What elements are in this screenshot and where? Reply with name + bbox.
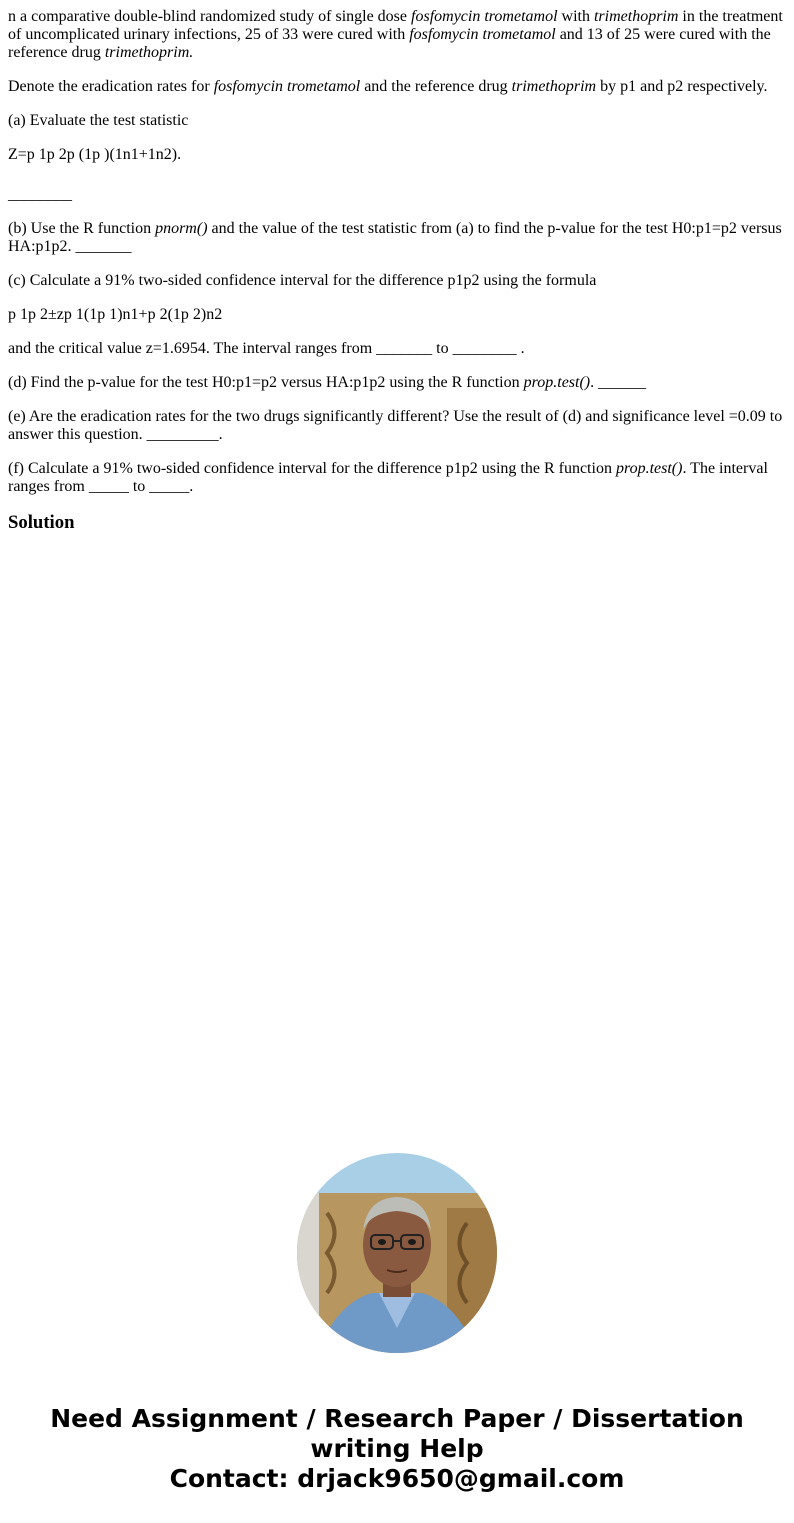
part-d-paragraph: (d) Find the p-value for the test H0:p1=p2 versus HA:p1p2 using the R function prop.test(). ______ [8,374,647,391]
part-e-paragraph: (e) Are the eradication rates for the two drugs significantly different? Use the result of (d) and significance level =0.09 to answer this question. _________. [8,408,783,443]
italic-term: trimethoprim [511,78,597,95]
formula-ci: p 1p 2±zp 1(1p 1)n1+p 2(1p 2)n2 [8,306,223,323]
italic-term: fosfomycin trometamol [213,78,361,95]
footer-line-2: writing Help [310,1434,484,1463]
formula-z: Z=p 1p 2p (1p )(1n1+1n2). [8,146,182,163]
footer-line-1: Need Assignment / Research Paper / Dissertation [50,1404,744,1433]
denote-paragraph: Denote the eradication rates for fosfomycin trometamol and the reference drug trimethoprim by p1 and p2 respectively. [8,78,768,95]
italic-term: trimethoprim. [104,44,194,61]
author-avatar [297,1153,497,1353]
critical-value-paragraph: and the critical value z=1.6954. The interval ranges from _______ to ________ . [8,340,525,357]
part-c-paragraph: (c) Calculate a 91% two-sided confidence interval for the difference p1p2 using the formula [8,272,597,289]
italic-term: prop.test() [615,460,683,477]
author-portrait-image [297,1153,497,1353]
italic-term: prop.test() [523,374,591,391]
part-a-blank: ________ [8,186,72,203]
contact-footer [0,1404,794,1494]
part-f-paragraph: (f) Calculate a 91% two-sided confidence interval for the difference p1p2 using the R function prop.test(). The interval ranges from _____ to _____. [8,460,768,495]
footer-contact-line: Contact: drjack9650@gmail.com [169,1464,625,1493]
question-content [8,8,786,534]
italic-term: fosfomycin trometamol [411,8,558,25]
intro-paragraph: n a comparative double-blind randomized study of single dose fosfomycin trometamol with trimethoprim in the treatment of uncomplicated urinary infections, 25 of 33 were cured with fosfomycin trometamol and 13 of 25 were cured with the reference drug trimethoprim. [8,8,783,61]
part-a-paragraph: (a) Evaluate the test statistic [8,112,189,129]
italic-term: fosfomycin trometamol [409,26,556,43]
italic-term: pnorm() [155,220,208,237]
part-b-paragraph: (b) Use the R function pnorm() and the value of the test statistic from (a) to find the p-value for the test H0:p1=p2 versus HA:p1p2. _______ [8,220,782,255]
italic-term: trimethoprim [593,8,679,25]
solution-heading: Solution [8,512,75,533]
